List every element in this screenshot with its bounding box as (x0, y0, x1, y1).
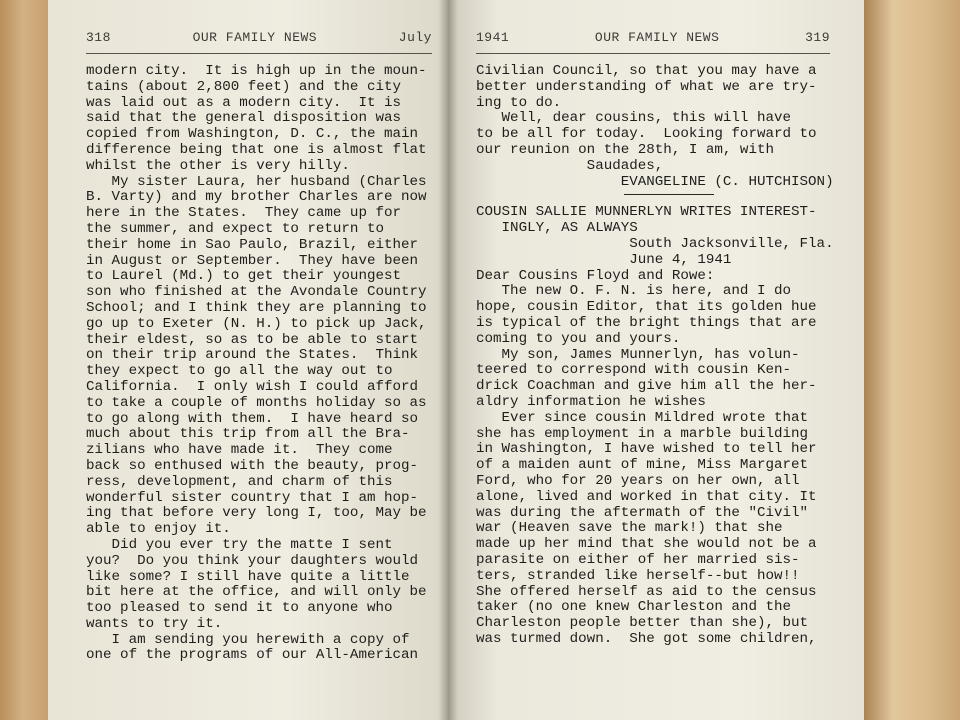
article-heading (476, 205, 830, 237)
text-line: teered to correspond with cousin Ken- (476, 362, 792, 379)
text-line: School; and I think they are planning to (86, 299, 427, 316)
heading-line: INGLY, AS ALWAYS (476, 220, 638, 237)
heading-line: COUSIN SALLIE MUNNERLYN WRITES INTEREST- (476, 204, 817, 221)
text-line: Did you ever try the matte I sent (86, 536, 393, 553)
text-line: ters, stranded like herself--but how!! (476, 567, 800, 584)
right-page-number: 319 (805, 30, 830, 45)
text-line: like some? I still have quite a little (86, 568, 410, 585)
text-line: My sister Laura, her husband (Charles (86, 173, 427, 190)
text-line: our reunion on the 28th, I am, with (476, 141, 774, 158)
book-gutter (438, 0, 458, 720)
desk-surface-right (864, 0, 960, 720)
text-line: the summer, and expect to return to (86, 220, 384, 237)
text-line: tains (about 2,800 feet) and the city (86, 78, 402, 95)
text-line: to take a couple of months holiday so as (86, 394, 427, 411)
text-line: My son, James Munnerlyn, has volun- (476, 346, 800, 363)
text-line: said that the general disposition was (86, 110, 402, 127)
text-line: modern city. It is high up in the moun- (86, 63, 427, 79)
text-line: ress, development, and charm of this (86, 473, 393, 490)
text-line: go up to Exeter (N. H.) to pick up Jack, (86, 315, 427, 332)
text-line: better understanding of what we are try- (476, 78, 817, 95)
text-line: whilst the other is very hilly. (86, 157, 350, 174)
text-line: Saudades, (476, 157, 664, 174)
left-month: July (398, 30, 432, 45)
text-line: war (Heaven save the mark!) that she (476, 520, 783, 537)
text-line: aldry information he wishes (476, 393, 706, 410)
text-line: wonderful sister country that I am hop- (86, 489, 419, 506)
text-line: of a maiden aunt of mine, Miss Margaret (476, 457, 809, 474)
text-line: you? Do you think your daughters would (86, 552, 419, 569)
text-line: taker (no one knew Charleston and the (476, 599, 792, 616)
right-running-title: OUR FAMILY NEWS (594, 30, 720, 45)
right-continuation-text (476, 63, 834, 190)
left-body-text (86, 64, 432, 664)
text-line: on their trip around the States. Think (86, 347, 419, 364)
text-line: too pleased to send it to anyone who (86, 600, 393, 617)
text-line: ing to do. (476, 94, 562, 111)
text-line: Ford, who for 20 years on her own, all (476, 472, 800, 489)
dateline-line: South Jacksonville, Fla. (476, 235, 834, 252)
text-line: much about this trip from all the Bra- (86, 426, 410, 443)
text-line: son who finished at the Avondale Country (86, 284, 427, 301)
desk-surface-left (0, 0, 52, 720)
text-line: they expect to go all the way out to (86, 363, 393, 380)
right-year: 1941 (476, 30, 510, 45)
text-line: The new O. F. N. is here, and I do (476, 283, 792, 300)
text-line: wants to try it. (86, 615, 223, 632)
text-line: in Washington, I have wished to tell her (476, 441, 817, 458)
text-line: difference being that one is almost flat (86, 141, 427, 158)
right-page (448, 0, 864, 720)
text-line: one of the programs of our All-American (86, 647, 419, 664)
text-line: was turmed down. She got some children, (476, 630, 817, 647)
text-line: made up her mind that she would not be a (476, 536, 817, 553)
text-line: California. I only wish I could afford (86, 378, 419, 395)
left-running-head (86, 30, 432, 54)
text-line: I am sending you herewith a copy of (86, 631, 410, 648)
text-line: hope, cousin Editor, that its golden hue (476, 299, 817, 316)
text-line: is typical of the bright things that are (476, 314, 817, 331)
text-line: ing that before very long I, too, May be (86, 505, 427, 522)
text-line: She offered herself as aid to the census (476, 583, 817, 600)
left-running-title: OUR FAMILY NEWS (192, 30, 318, 45)
text-line: B. Varty) and my brother Charles are now (86, 189, 427, 206)
text-line: to Laurel (Md.) to get their youngest (86, 268, 402, 285)
text-line: coming to you and yours. (476, 330, 681, 347)
text-line: zilians who have made it. They come (86, 442, 393, 459)
text-line: Well, dear cousins, this will have (476, 110, 792, 127)
left-page-number: 318 (86, 30, 111, 45)
text-line: their eldest, so as to be able to start (86, 331, 419, 348)
text-line: Ever since cousin Mildred wrote that (476, 409, 809, 426)
text-line: alone, lived and worked in that city. It (476, 488, 817, 505)
text-line: bit here at the office, and will only be (86, 584, 427, 601)
left-page (48, 0, 448, 720)
text-line: here in the States. They came up for (86, 205, 402, 222)
article-dateline (476, 235, 834, 269)
text-line: able to enjoy it. (86, 521, 231, 538)
text-line: she has employment in a marble building (476, 425, 809, 442)
text-line: in August or September. They have been (86, 252, 419, 269)
text-line: to go along with them. I have heard so (86, 410, 419, 427)
letter-body-text (476, 269, 830, 648)
text-line: their home in Sao Paulo, Brazil, either (86, 236, 419, 253)
text-line: Civilian Council, so that you may have a (476, 63, 817, 79)
dateline-line: June 4, 1941 (476, 251, 732, 268)
section-divider (624, 194, 714, 195)
text-line: to be all for today. Looking forward to (476, 126, 817, 143)
text-line: EVANGELINE (C. HUTCHISON) (476, 173, 834, 190)
text-line: back so enthused with the beauty, prog- (86, 457, 419, 474)
right-running-head (476, 30, 830, 54)
text-line: drick Coachman and give him all the her- (476, 378, 817, 395)
text-line: was during the aftermath of the "Civil" (476, 504, 809, 521)
text-line: Dear Cousins Floyd and Rowe: (476, 267, 715, 284)
text-line: parasite on either of her married sis- (476, 551, 800, 568)
text-line: Charleston people better than she), but (476, 615, 809, 632)
text-line: was laid out as a modern city. It is (86, 94, 402, 111)
text-line: copied from Washington, D. C., the main (86, 126, 419, 143)
